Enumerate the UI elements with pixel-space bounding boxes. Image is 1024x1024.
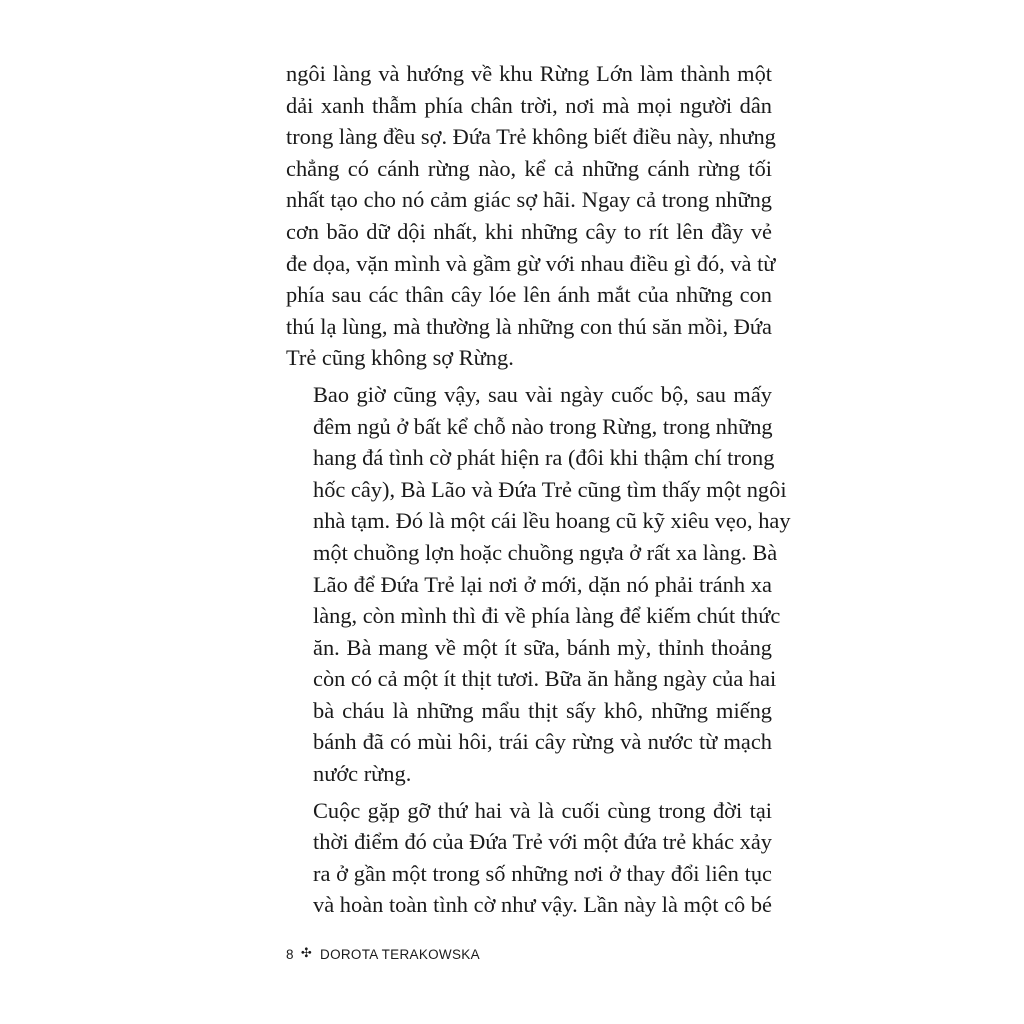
text-line: thú lạ lùng, mà thường là những con thú săn mồi, Đứa	[286, 313, 772, 339]
book-page-body	[286, 58, 791, 921]
text-line: ra ở gần một trong số những nơi ở thay đổi liên tục	[313, 860, 772, 886]
text-line: phía sau các thân cây lóe lên ánh mắt của những con	[286, 282, 772, 308]
text-line: đêm ngủ ở bất kể chỗ nào trong Rừng, trong những	[313, 413, 773, 439]
page-footer	[286, 944, 480, 964]
text-line: nước rừng.	[313, 761, 412, 787]
text-line: bà cháu là những mẩu thịt sấy khô, những miếng	[313, 697, 772, 723]
text-line: hốc cây), Bà Lão và Đứa Trẻ cũng tìm thấy một ngôi	[313, 476, 787, 502]
text-line: nhà tạm. Đó là một cái lều hoang cũ kỹ xiêu vẹo, hay	[313, 508, 791, 534]
text-line: bánh đã có mùi hôi, trái cây rừng và nước từ mạch	[313, 729, 772, 755]
text-line: Bao giờ cũng vậy, sau vài ngày cuốc bộ, sau mấy	[313, 381, 772, 407]
paragraph	[286, 379, 791, 790]
text-line: trong làng đều sợ. Đứa Trẻ không biết điều này, nhưng	[286, 124, 776, 150]
text-line: chẳng có cánh rừng nào, kể cả những cánh rừng tối	[286, 155, 772, 181]
text-line: một chuồng lợn hoặc chuồng ngựa ở rất xa làng. Bà	[313, 539, 778, 565]
text-line: ăn. Bà mang về một ít sữa, bánh mỳ, thỉnh thoảng	[313, 634, 772, 660]
text-line: làng, còn mình thì đi về phía làng để kiếm chút thức	[313, 603, 781, 629]
text-line: đe dọa, vặn mình và gầm gừ với nhau điều gì đó, và từ	[286, 250, 776, 276]
text-line: còn có cả một ít thịt tươi. Bữa ăn hằng ngày của hai	[313, 666, 777, 692]
paragraph	[286, 58, 776, 374]
ornament-icon: ✣	[300, 945, 313, 960]
text-line: cơn bão dữ dội nhất, khi những cây to rít lên đầy vẻ	[286, 218, 772, 244]
text-line: Cuộc gặp gỡ thứ hai và là cuối cùng trong đời tại	[313, 797, 772, 823]
text-line: dải xanh thẫm phía chân trời, nơi mà mọi người dân	[286, 92, 772, 118]
text-line: Lão để Đứa Trẻ lại nơi ở mới, dặn nó phải tránh xa	[313, 571, 772, 597]
text-line: nhất tạo cho nó cảm giác sợ hãi. Ngay cả trong những	[286, 187, 772, 213]
page-number: 8	[286, 946, 294, 962]
text-line: Trẻ cũng không sợ Rừng.	[286, 345, 514, 371]
paragraph	[286, 795, 772, 921]
text-line: hang đá tình cờ phát hiện ra (đôi khi thậm chí trong	[313, 445, 775, 471]
text-line: và hoàn toàn tình cờ như vậy. Lần này là một cô bé	[313, 892, 772, 918]
author-name: DOROTA TERAKOWSKA	[320, 946, 480, 962]
text-line: ngôi làng và hướng về khu Rừng Lớn làm thành một	[286, 61, 772, 86]
text-line: thời điểm đó của Đứa Trẻ với một đứa trẻ khác xảy	[313, 829, 772, 855]
